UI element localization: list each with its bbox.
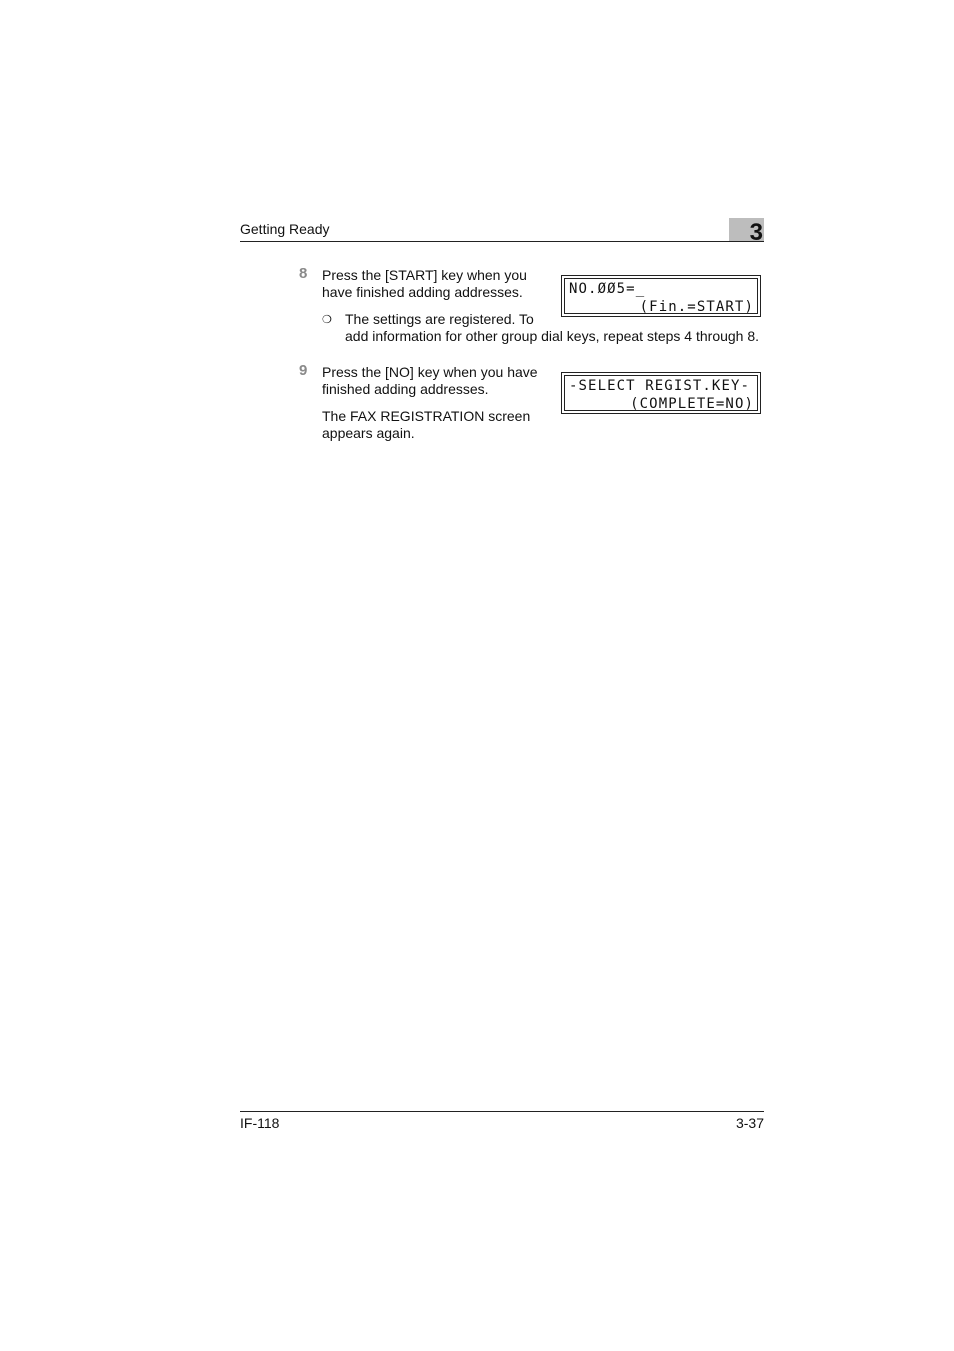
lcd-display-step-8-screen <box>564 278 758 314</box>
lcd-display-step-9-screen <box>564 375 758 411</box>
step-number-9: 9 <box>299 362 308 379</box>
lcd-step-9-line-2: (COMPLETE=NO) <box>630 396 754 412</box>
footer-page-number: 3-37 <box>735 1115 764 1131</box>
step-9-instruction-line-1: Press the [NO] key when you have <box>322 364 538 380</box>
lcd-step-8-line-2: (Fin.=START) <box>639 299 754 315</box>
running-header-title: Getting Ready <box>240 221 330 237</box>
step-9-result-line-2: appears again. <box>322 425 415 441</box>
hollow-circle-bullet-icon: ❍ <box>322 314 332 326</box>
step-9-instruction-line-2: finished adding addresses. <box>322 381 489 397</box>
step-8-instruction-line-2: have finished adding addresses. <box>322 284 523 300</box>
lcd-display-step-8 <box>561 275 761 317</box>
header-rule <box>240 241 764 242</box>
step-9-result-line-1: The FAX REGISTRATION screen <box>322 408 531 424</box>
step-8-instruction-line-1: Press the [START] key when you <box>322 267 527 283</box>
step-8-note-line-1: The settings are registered. To <box>345 311 534 327</box>
step-number-8: 8 <box>299 265 308 282</box>
footer-rule <box>240 1111 764 1112</box>
chapter-number-tab: 3 <box>729 218 764 241</box>
footer-model-name: IF-118 <box>240 1115 280 1131</box>
lcd-step-8-line-1: NO.ØØ5=_ <box>569 281 646 297</box>
lcd-step-9-line-1: -SELECT REGIST.KEY- <box>569 378 751 394</box>
step-8-note-line-2: add information for other group dial keys, repeat steps 4 through 8. <box>345 328 760 344</box>
lcd-display-step-9 <box>561 372 761 414</box>
